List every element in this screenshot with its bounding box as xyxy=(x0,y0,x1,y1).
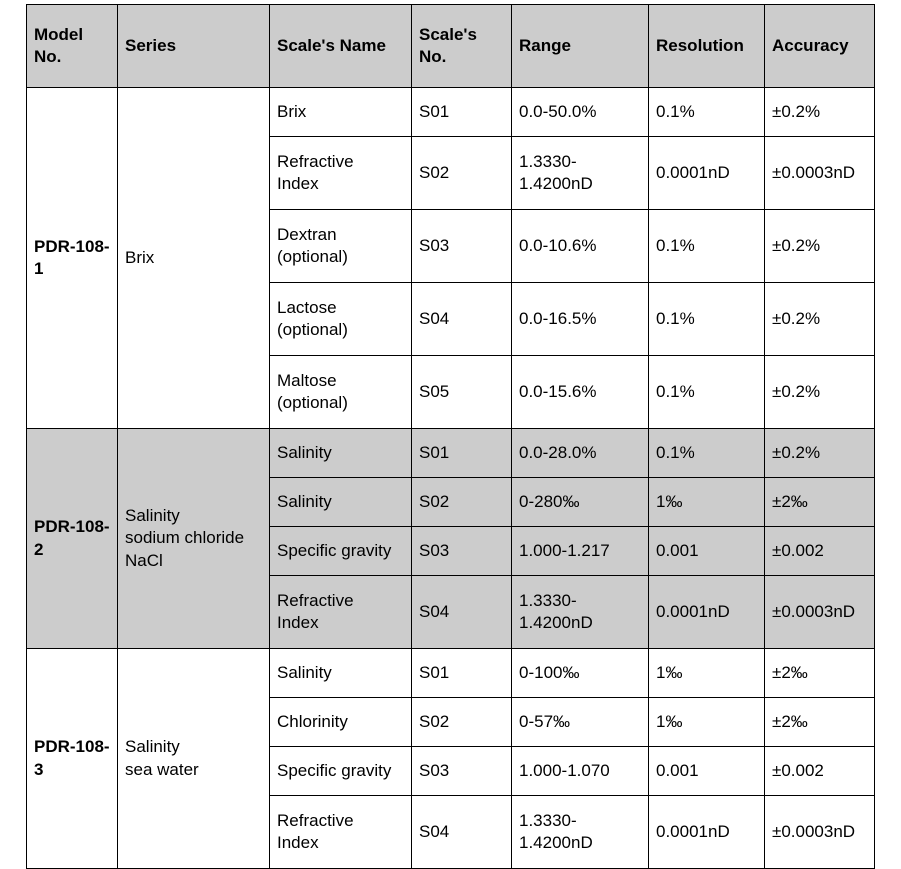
cell-line: 0-100‰ xyxy=(519,662,580,682)
accuracy-cell: ±2‰ xyxy=(765,649,875,698)
cell-line: Lactose xyxy=(277,297,337,317)
cell-line: Chlorinity xyxy=(277,711,348,731)
table-row xyxy=(27,88,875,137)
accuracy-cell: ±0.2% xyxy=(765,210,875,283)
series-cell xyxy=(118,88,270,429)
resolution-cell: 0.0001nD xyxy=(649,137,765,210)
scale-no-cell: S01 xyxy=(412,88,512,137)
cell-line: PDR-108- xyxy=(34,517,110,537)
scale-name-cell xyxy=(270,747,412,796)
range-cell xyxy=(512,747,649,796)
model-no-cell xyxy=(27,429,118,649)
scale-no-cell: S01 xyxy=(412,649,512,698)
cell-line: Brix xyxy=(125,247,155,267)
cell-line: Salinity xyxy=(277,491,332,511)
header-line: No. xyxy=(34,47,62,66)
range-cell xyxy=(512,796,649,869)
cell-line: Refractive xyxy=(277,151,354,171)
scale-name-cell xyxy=(270,88,412,137)
scale-name-cell xyxy=(270,283,412,356)
cell-line: 1.4200nD xyxy=(519,613,593,632)
range-cell xyxy=(512,356,649,429)
cell-line: PDR-108- xyxy=(34,737,110,757)
accuracy-cell: ±0.2% xyxy=(765,283,875,356)
cell-line: Specific gravity xyxy=(277,540,392,560)
table-row xyxy=(27,649,875,698)
resolution-cell: 1‰ xyxy=(649,649,765,698)
scale-no-cell: S03 xyxy=(412,527,512,576)
header-line: Scale's xyxy=(419,24,477,44)
range-cell xyxy=(512,210,649,283)
cell-line: 1 xyxy=(34,259,44,278)
header-line: No. xyxy=(419,47,447,66)
cell-line: Brix xyxy=(277,101,307,121)
header-row xyxy=(27,5,875,88)
cell-line: Specific gravity xyxy=(277,760,392,780)
cell-line: sea water xyxy=(125,759,199,779)
column-header-model-no xyxy=(27,5,118,88)
scale-name-cell xyxy=(270,796,412,869)
range-cell xyxy=(512,137,649,210)
accuracy-cell: ±2‰ xyxy=(765,478,875,527)
scale-no-cell: S05 xyxy=(412,356,512,429)
scale-name-cell xyxy=(270,429,412,478)
accuracy-cell: ±0.002 xyxy=(765,527,875,576)
range-cell xyxy=(512,649,649,698)
range-cell xyxy=(512,429,649,478)
cell-line: 0.0-50.0% xyxy=(519,101,597,121)
scale-no-cell: S02 xyxy=(412,478,512,527)
range-cell xyxy=(512,698,649,747)
accuracy-cell: ±0.0003nD xyxy=(765,796,875,869)
resolution-cell: 0.001 xyxy=(649,527,765,576)
cell-line: Salinity xyxy=(277,442,332,462)
series-cell xyxy=(118,649,270,869)
scale-no-cell: S01 xyxy=(412,429,512,478)
cell-line: 1.3330- xyxy=(519,151,577,171)
cell-line: 1.000-1.070 xyxy=(519,760,610,780)
column-header-scales-name: Scale's Name xyxy=(270,5,412,88)
accuracy-cell: ±0.2% xyxy=(765,88,875,137)
cell-line: 0.0-10.6% xyxy=(519,235,597,255)
scale-name-cell xyxy=(270,527,412,576)
cell-line: Index xyxy=(277,833,319,852)
scale-name-cell xyxy=(270,137,412,210)
scale-no-cell: S04 xyxy=(412,283,512,356)
accuracy-cell: ±0.0003nD xyxy=(765,137,875,210)
accuracy-cell: ±0.0003nD xyxy=(765,576,875,649)
accuracy-cell: ±0.002 xyxy=(765,747,875,796)
cell-line: (optional) xyxy=(277,393,348,412)
scale-name-cell xyxy=(270,576,412,649)
resolution-cell: 0.1% xyxy=(649,283,765,356)
accuracy-cell: ±0.2% xyxy=(765,356,875,429)
column-header-resolution: Resolution xyxy=(649,5,765,88)
column-header-series: Series xyxy=(118,5,270,88)
range-cell xyxy=(512,88,649,137)
cell-line: PDR-108- xyxy=(34,236,110,256)
cell-line: 1.3330- xyxy=(519,810,577,830)
cell-line: Salinity xyxy=(277,662,332,682)
resolution-cell: 1‰ xyxy=(649,698,765,747)
range-cell xyxy=(512,527,649,576)
column-header-scales-no xyxy=(412,5,512,88)
cell-line: NaCl xyxy=(125,550,163,570)
cell-line: 1.4200nD xyxy=(519,174,593,193)
accuracy-cell: ±2‰ xyxy=(765,698,875,747)
cell-line: (optional) xyxy=(277,247,348,266)
cell-line: sodium chloride xyxy=(125,528,245,548)
cell-line: Dextran xyxy=(277,224,337,244)
range-cell xyxy=(512,283,649,356)
scale-name-cell xyxy=(270,478,412,527)
resolution-cell: 1‰ xyxy=(649,478,765,527)
cell-line: Index xyxy=(277,613,319,632)
scale-no-cell: S04 xyxy=(412,576,512,649)
cell-line: 0-57‰ xyxy=(519,711,571,731)
column-header-accuracy: Accuracy xyxy=(765,5,875,88)
scale-no-cell: S03 xyxy=(412,747,512,796)
resolution-cell: 0.0001nD xyxy=(649,576,765,649)
cell-line: 0-280‰ xyxy=(519,491,580,511)
range-cell xyxy=(512,478,649,527)
column-header-range: Range xyxy=(512,5,649,88)
resolution-cell: 0.1% xyxy=(649,356,765,429)
resolution-cell: 0.1% xyxy=(649,88,765,137)
cell-line: 0.0-16.5% xyxy=(519,308,597,328)
cell-line: (optional) xyxy=(277,320,348,339)
cell-line: Maltose xyxy=(277,370,337,390)
accuracy-cell: ±0.2% xyxy=(765,429,875,478)
model-no-cell xyxy=(27,649,118,869)
cell-line: 3 xyxy=(34,759,44,779)
series-cell xyxy=(118,429,270,649)
scale-no-cell: S02 xyxy=(412,137,512,210)
scale-no-cell: S03 xyxy=(412,210,512,283)
range-cell xyxy=(512,576,649,649)
scale-name-cell xyxy=(270,356,412,429)
scale-no-cell: S04 xyxy=(412,796,512,869)
table-row xyxy=(27,429,875,478)
cell-line: 2 xyxy=(34,539,44,559)
cell-line: 1.4200nD xyxy=(519,833,593,852)
resolution-cell: 0.1% xyxy=(649,210,765,283)
resolution-cell: 0.0001nD xyxy=(649,796,765,869)
header-line: Model xyxy=(34,24,84,44)
scale-no-cell: S02 xyxy=(412,698,512,747)
resolution-cell: 0.1% xyxy=(649,429,765,478)
scale-name-cell xyxy=(270,649,412,698)
model-no-cell xyxy=(27,88,118,429)
cell-line: 1.000-1.217 xyxy=(519,540,610,560)
cell-line: Refractive xyxy=(277,590,354,610)
cell-line: Refractive xyxy=(277,810,354,830)
cell-line: 0.0-28.0% xyxy=(519,442,597,462)
cell-line: Salinity xyxy=(125,505,180,525)
cell-line: 1.3330- xyxy=(519,590,577,610)
resolution-cell: 0.001 xyxy=(649,747,765,796)
table-head xyxy=(27,5,875,88)
table-body xyxy=(27,88,875,869)
refractometer-spec-table xyxy=(26,4,875,869)
cell-line: Index xyxy=(277,174,319,193)
scale-name-cell xyxy=(270,210,412,283)
cell-line: 0.0-15.6% xyxy=(519,381,597,401)
cell-line: Salinity xyxy=(125,737,180,757)
scale-name-cell xyxy=(270,698,412,747)
